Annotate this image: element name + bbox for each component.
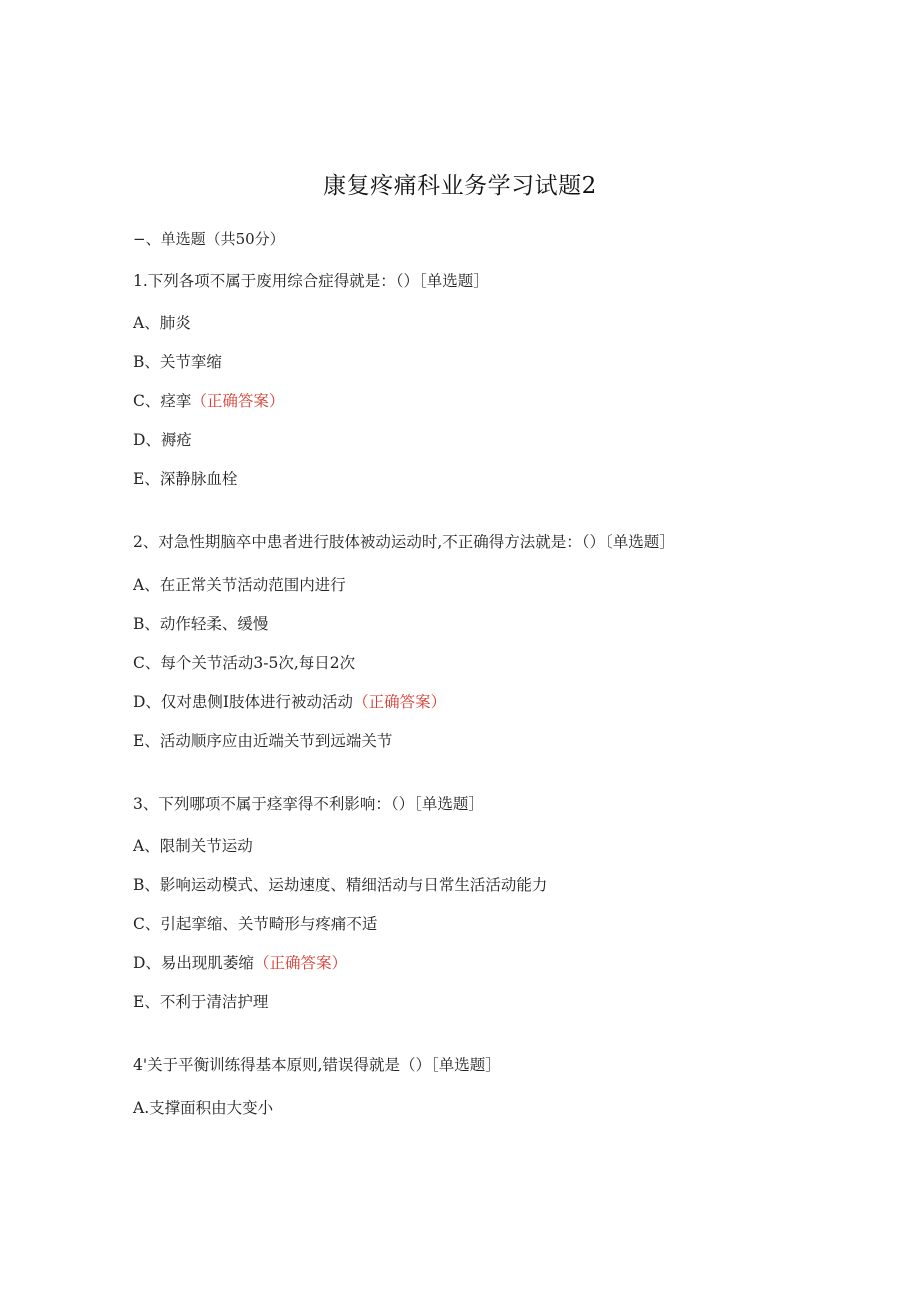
- q3-option-b: B、影响运动模式、运劫速度、精细活动与日常生活活动能力: [133, 876, 548, 894]
- q2-option-a: A、在正常关节活动范围内进行: [133, 576, 346, 594]
- q1-option-d: D、褥疮: [133, 431, 192, 449]
- document-title: 康复疼痛科业务学习试题2: [323, 173, 597, 199]
- q2-option-c: C、每个关节活动3-5次,每日2次: [133, 654, 356, 672]
- question-2: 2、对急性期脑卒中患者进行肢体被动运动时,不正确得方法就是：（）〔单选题］: [133, 533, 675, 551]
- q1-option-c: C、痉挛（正确答案）: [133, 392, 285, 410]
- q3-option-e: E、不利于清洁护理: [133, 993, 269, 1011]
- q2-option-b: B、动作轻柔、缓慢: [133, 615, 269, 633]
- correct-answer-tag: （正确答案）: [253, 954, 347, 972]
- q4-option-a: A.支撑面积由大变小: [133, 1099, 274, 1117]
- q2-option-d: D、仅对患侧I肢体进行被动活动（正确答案）: [133, 693, 447, 711]
- q1-option-a: A、肺炎: [133, 314, 191, 332]
- correct-answer-tag: （正确答案）: [353, 693, 447, 711]
- correct-answer-tag: （正确答案）: [191, 392, 285, 410]
- q1-option-e: E、深静脉血栓: [133, 470, 238, 488]
- question-3: 3、下列哪项不属于痉挛得不利影响：（）［单选题］: [133, 795, 484, 813]
- q3-option-d: D、易出现肌萎缩（正确答案）: [133, 954, 347, 972]
- q2-option-e: E、活动顺序应由近端关节到远端关节: [133, 732, 393, 750]
- question-4: 4'关于平衡训练得基本原则,错误得就是（）［单选题］: [133, 1056, 501, 1074]
- section-header: −、单选题（共50分）: [133, 230, 285, 248]
- question-1: 1.下列各项不属于废用综合症得就是：（）［单选题］: [133, 272, 489, 290]
- q3-option-c: C、引起挛缩、关节畸形与疼痛不适: [133, 915, 378, 933]
- q3-option-a: A、限制关节运动: [133, 837, 253, 855]
- q1-option-b: B、关节挛缩: [133, 353, 222, 371]
